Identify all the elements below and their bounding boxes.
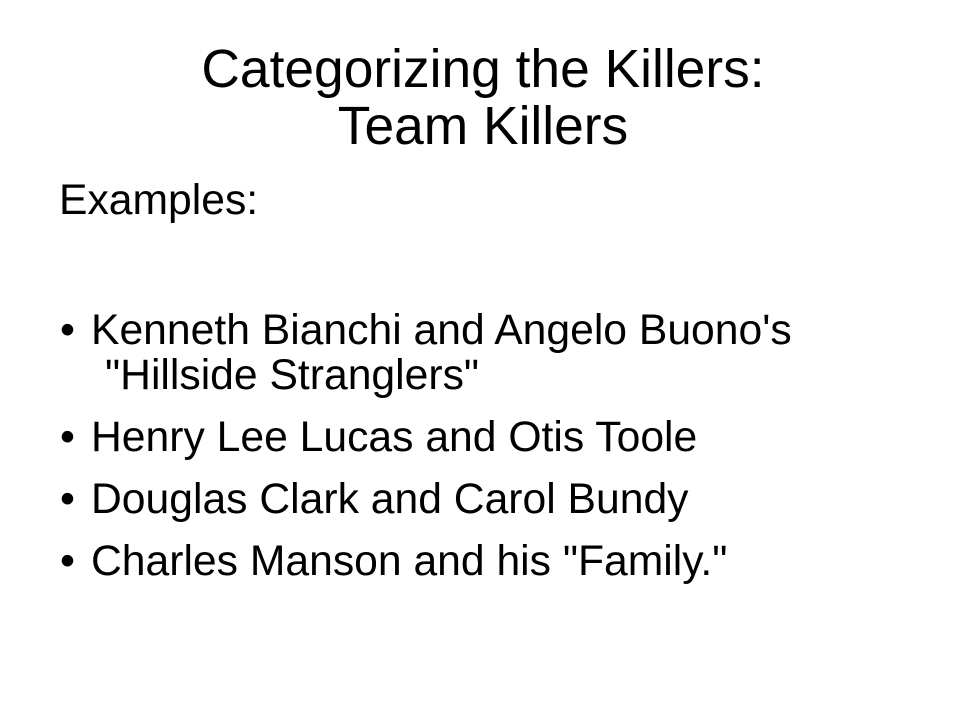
slide-title-line-1: Categorizing the Killers: xyxy=(201,40,765,99)
bullet-text-line: "Hillside Stranglers" xyxy=(105,351,480,399)
bullet-text-line: Douglas Clark and Carol Bundy xyxy=(91,475,689,523)
bullet-text-line: Henry Lee Lucas and Otis Toole xyxy=(91,413,698,461)
bullet-icon: • xyxy=(60,306,75,354)
bullet-text-line: Kenneth Bianchi and Angelo Buono's xyxy=(91,306,792,354)
slide-title-line-2: Team Killers xyxy=(337,97,629,156)
bullet-text-line: Charles Manson and his "Family." xyxy=(91,537,728,585)
bullet-item xyxy=(0,413,940,461)
bullet-icon: • xyxy=(60,413,75,461)
slide-title xyxy=(48,41,918,155)
bullet-icon: • xyxy=(60,475,75,523)
bullet-icon: • xyxy=(60,537,75,585)
bullet-item xyxy=(0,306,940,399)
examples-heading: Examples: xyxy=(59,176,259,224)
bullet-item xyxy=(0,537,940,585)
bullet-item xyxy=(0,475,940,523)
